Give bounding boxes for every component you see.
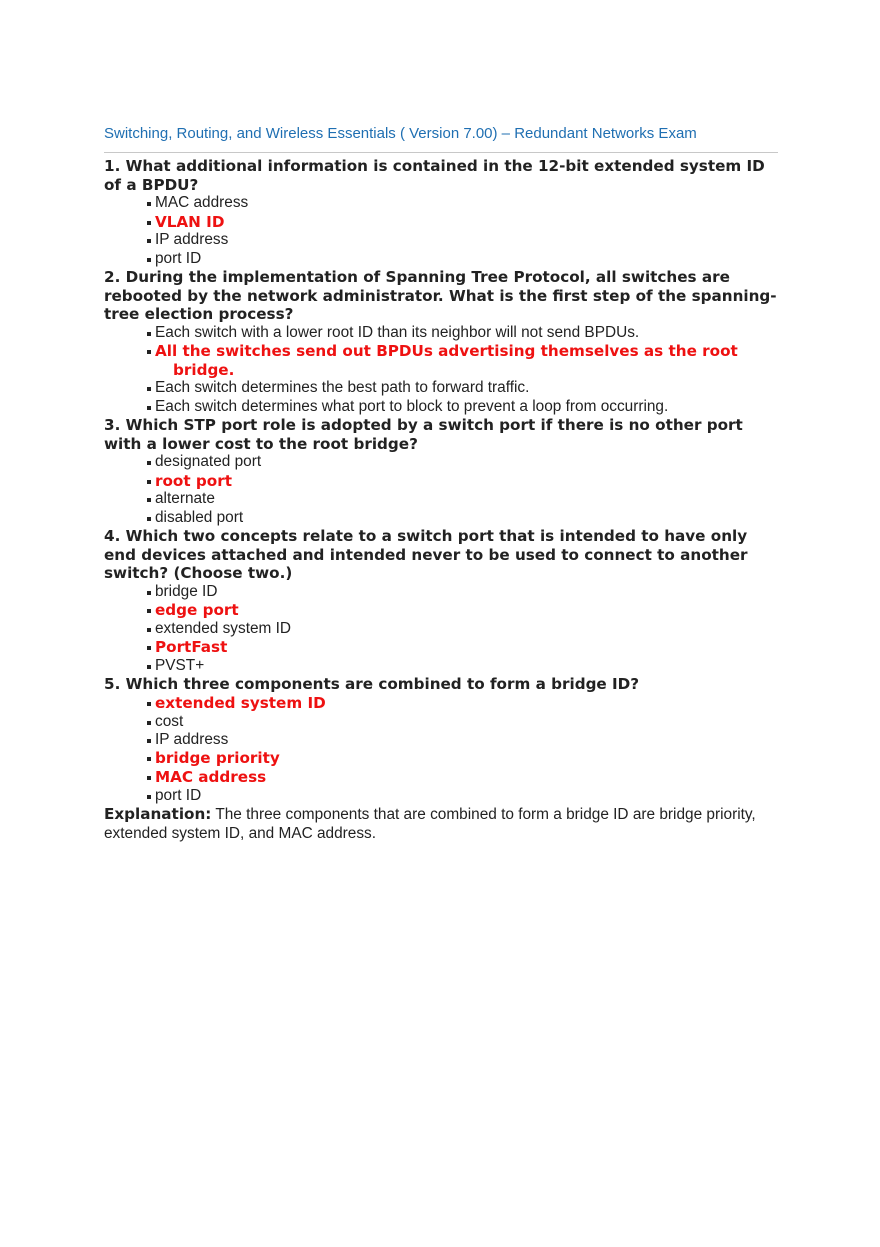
answer-list: [104, 583, 778, 675]
answer-line-2: bridge.: [173, 360, 235, 379]
question-block: [104, 527, 778, 675]
correct-answer-option: MAC address: [147, 768, 778, 787]
question-text: 1. What additional information is contained in the 12-bit extended system ID of a BPDU?: [104, 157, 765, 194]
question-block: [104, 268, 778, 416]
explanation-paragraph: [104, 805, 778, 843]
correct-answer-option: extended system ID: [147, 694, 778, 713]
document-page: [104, 124, 778, 843]
answer-list: [104, 194, 778, 268]
question-block: [104, 675, 778, 805]
question-text: 3. Which STP port role is adopted by a switch port if there is no other port with a lower cost to the root bridge?: [104, 416, 743, 453]
question-text: 4. Which two concepts relate to a switch port that is intended to have only end devices attached and intended never to be used to connect to another switch? (Choose two.): [104, 527, 748, 583]
answer-option: port ID: [147, 787, 778, 805]
answer-list: [104, 324, 778, 416]
question-block: [104, 157, 778, 268]
answer-option: cost: [147, 713, 778, 731]
answer-option: Each switch determines what port to block to prevent a loop from occurring.: [147, 398, 778, 416]
answer-option: bridge ID: [147, 583, 778, 601]
answer-option: Each switch determines the best path to forward traffic.: [147, 379, 778, 397]
answer-option: extended system ID: [147, 620, 778, 638]
answer-option: disabled port: [147, 509, 778, 527]
correct-answer-option: edge port: [147, 601, 778, 620]
document-title: Switching, Routing, and Wireless Essentials ( Version 7.00) – Redundant Networks Exam: [104, 124, 778, 153]
question-block: [104, 416, 778, 527]
answer-option: port ID: [147, 250, 778, 268]
answer-option: PVST+: [147, 657, 778, 675]
correct-answer-option: bridge priority: [147, 749, 778, 768]
answer-list: [104, 453, 778, 527]
answer-option: IP address: [147, 231, 778, 249]
question-text: 5. Which three components are combined to form a bridge ID?: [104, 675, 640, 694]
answer-line-1: All the switches send out BPDUs advertising themselves as the root: [155, 342, 738, 361]
correct-answer-option: VLAN ID: [147, 213, 778, 232]
explanation-text: The three components that are combined to form a bridge ID are bridge priority, extended system ID, and MAC address.: [104, 805, 756, 842]
answer-option: Each switch with a lower root ID than its neighbor will not send BPDUs.: [147, 324, 778, 342]
question-text: 2. During the implementation of Spanning Tree Protocol, all switches are rebooted by the network administrator. What is the first step of the spanning-tree election process?: [104, 268, 777, 324]
answer-option: designated port: [147, 453, 778, 471]
answer-option: IP address: [147, 731, 778, 749]
answer-option: alternate: [147, 490, 778, 508]
answer-list: [104, 694, 778, 805]
explanation-label: Explanation:: [104, 804, 212, 823]
correct-answer-option: [147, 342, 778, 379]
answer-option: MAC address: [147, 194, 778, 212]
correct-answer-option: PortFast: [147, 638, 778, 657]
correct-answer-option: root port: [147, 472, 778, 491]
